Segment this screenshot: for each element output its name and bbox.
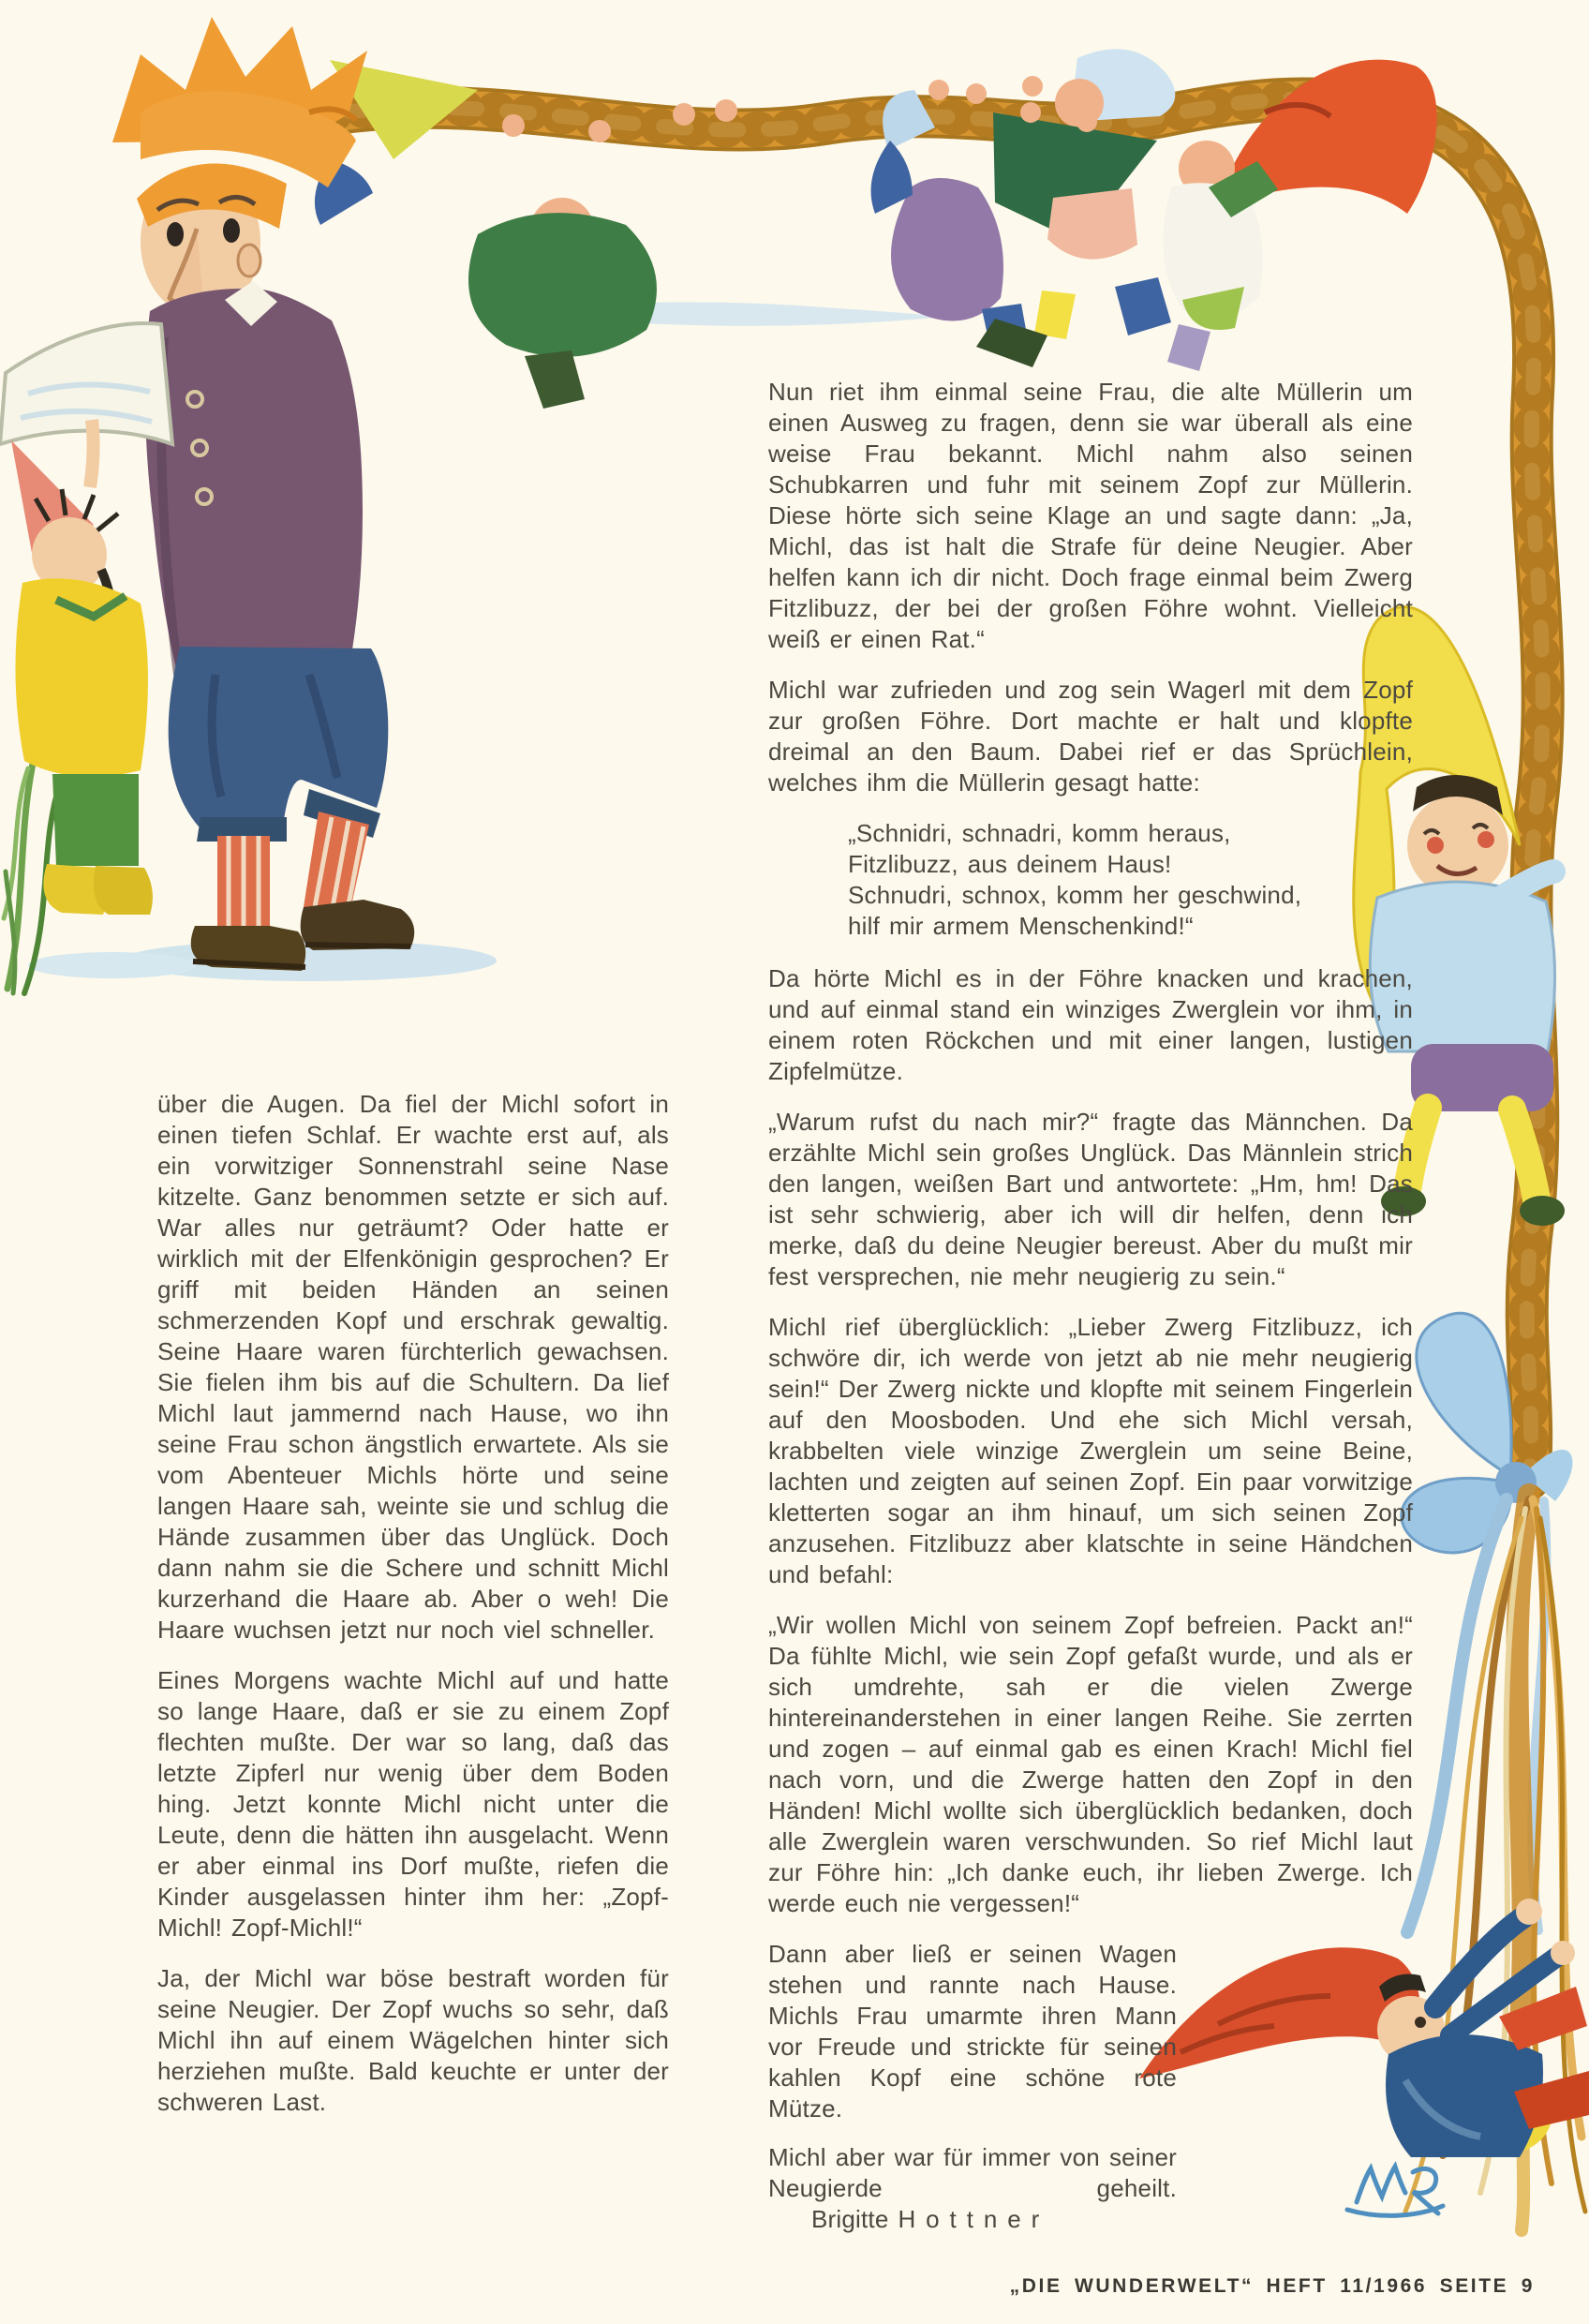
left-text-column [157,1089,669,2138]
story-paragraph: Nun riet ihm einmal seine Frau, die alte Müllerin um einen Ausweg zu fragen, denn sie war überall als eine weise Frau bekannt. Michl nahm also seinen Schubkarren und fuhr mit seinem Zopf zur Müllerin. Diese hörte sich seine Klage an und sagte dann: „Ja, Michl, das ist halt die Strafe für deine Neugier. Aber helfen kann ich dir nicht. Doch frage einmal beim Zwerg Fitzlibuzz, der bei der großen Föhre wohnt. Vielleicht weiß er einen Rat.“ [768,378,1413,653]
story-paragraph: Dann aber ließ er seinen Wagen stehen und rannte nach Hause. Michls Frau umarmte ihren Mann vor Freude und strickte für seinen kahlen Kopf eine schöne rote Mütze. [768,1940,1177,2123]
verse-line: Schnudri, schnox, komm her geschwind, [848,881,1302,909]
verse-line: „Schnidri, schnadri, komm heraus, [848,819,1231,847]
story-paragraph: Ja, der Michl war böse bestraft worden für seine Neugier. Der Zopf wuchs so sehr, daß Michl ihn auf einem Wägelchen hinter sich herziehen mußte. Bald keuchte er unter der schweren Last. [157,1964,669,2116]
gnome-beside-boy [11,420,153,915]
story-paragraph: Michl war zufrieden und zog sein Wagerl mit dem Zopf zur großen Föhre. Dort machte er halt und klopfte dreimal an den Baum. Dabei rief er das Sprüchlein, welches ihm die Müllerin gesagt hatte: [768,676,1413,797]
story-verse [848,818,1413,942]
page-footer: „DIE WUNDERWELT“ HEFT 11/1966 SEITE 9 [1009,2275,1535,2297]
story-paragraph: Michl rief überglücklich: „Lieber Zwerg Fitzlibuzz, ich schwöre dir, ich werde von jetzt ab nie mehr neugierig sein!“ Der Zwerg nickte und klopfte mit seinem Fingerlein auf den Moosboden. Und ehe sich Michl versah, krabbelten viele winzige Zwerglein um seine Beine, lachten und zeigten auf seinen Zopf. Ein paar vorwitzige kletterten sogar an ihm hinauf, um sich seinen Zopf anzusehen. Fitzlibuzz aber klatschte in seine Händchen und befahl: [768,1313,1413,1588]
story-paragraph: Eines Morgens wachte Michl auf und hatte so lange Haare, daß er sie zu einem Zopf flechten mußte. Der war so lang, daß das letzte Zipferl nur wenig über dem Boden hing. Jetzt konnte Michl nicht unter die Leute, denn die hätten ihn ausgelacht. Wenn er aber einmal ins Dorf mußte, riefen die Kinder ausgelassen hinter ihm her: „Zopf-Michl! Zopf-Michl!“ [157,1666,669,1942]
author-byline [811,2204,1049,2235]
gnome-wrap-spacer [1177,1974,1413,2291]
author-last-name: Hottner [898,2205,1050,2233]
verse-line: Fitzlibuzz, aus deinem Haus! [848,850,1172,878]
story-paragraph: „Wir wollen Michl von seinem Zopf befreien. Packt an!“ Da fühlte Michl, wie sein Zopf gefaßt wurde, und als er sich umdrehte, sah er die vielen Zwerge hintereinanderstehen in einer langen Reihe. Sie zerrten und zogen – auf einmal gab es einen Krach! Michl fiel nach vorn, und die Zwerge hatten den Zopf in den Händen! Michl wollte sich überglücklich bedanken, doch alle Zwerglein waren verschwunden. So rief Michl laut zur Föhre hin: „Ich danke euch, ihr lieben Zwerge. Ich werde euch nie vergessen!“ [768,1611,1413,1917]
story-paragraph: über die Augen. Da fiel der Michl sofort in einen tiefen Schlaf. Er wachte erst auf, als ein vorwitziger Sonnenstrahl seine Nase kitzelte. Ganz benommen setzte er sich auf. War alles nur geträumt? Oder hatte er wirklich mit der Elfenkönigin gesprochen? Er griff mit beiden Händen an seinen schmerzenden Kopf und erschrak gewaltig. Seine Haare waren fürchterlich gewachsen. Sie fielen ihm bis auf die Schultern. Da lief Michl laut jammernd nach Hause, wo ihn seine Frau schon ängstlich erwartete. Als sie vom Abenteuer Michls hörte und seine langen Haare sah, weinte sie und schlug die Hände zusammen über das Unglück. Doch dann nahm sie die Schere und schnitt Michl kurzerhand die Haare ab. Aber o weh! Die Haare wuchsen jetzt nur noch viel schneller. [157,1090,669,1644]
verse-line: hilf mir armem Menschenkind!“ [848,912,1194,940]
author-first-name: Brigitte [811,2205,889,2233]
closing-sentence: Michl aber war für immer von seiner Neugierde geheilt. [768,2143,1177,2202]
right-text-column [768,377,1413,2291]
story-paragraph: Da hörte Michl es in der Föhre knacken und krachen, und auf einmal stand ein winziges Zwerglein vor ihm, in einem roten Röckchen und mit einer langen, lustigen Zipfelmütze. [768,964,1413,1085]
story-paragraph: „Warum rufst du nach mir?“ fragte das Männchen. Da erzählte Michl sein großes Unglück. Das Männlein strich den langen, weißen Bart und antwortete: „Hm, hm! Das ist sehr schwierig, aber ich will dir helfen, denn ich merke, daß du deine Neugier bereust. Aber du mußt mir fest versprechen, nie mehr neugierig zu sein.“ [768,1108,1413,1290]
